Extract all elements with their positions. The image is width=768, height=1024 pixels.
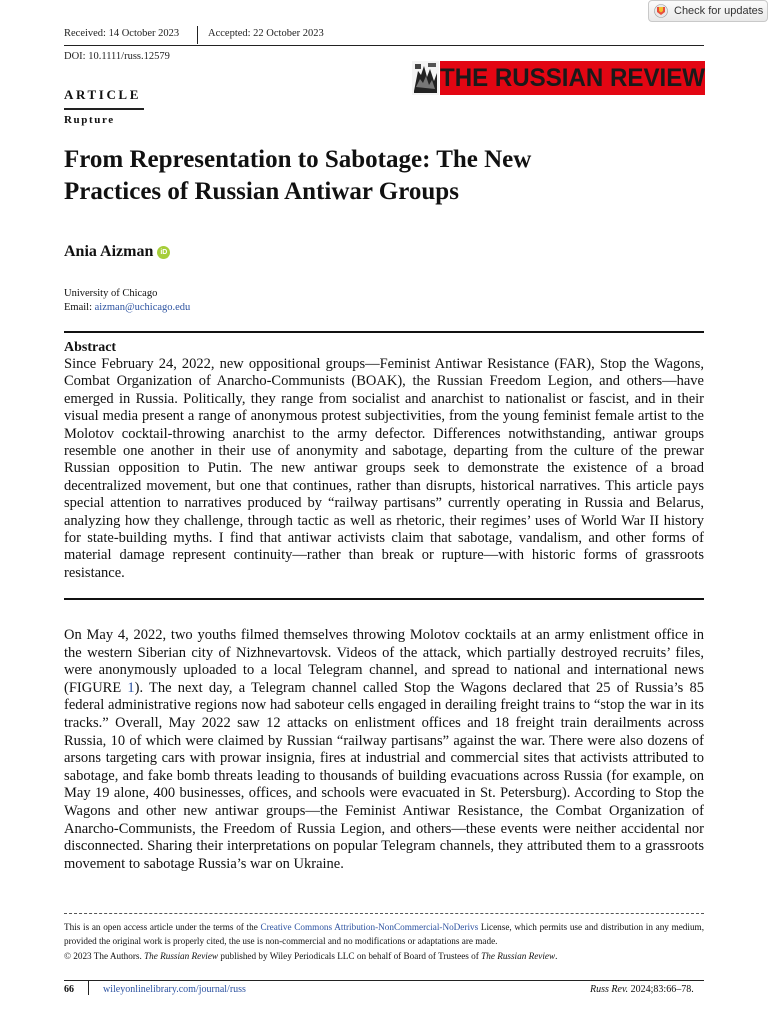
citation-journal: Russ Rev. (590, 984, 629, 995)
cc-license-link[interactable]: Creative Commons Attribution-NonCommercial-NoDerivs (260, 922, 479, 932)
abstract-top-rule (64, 331, 704, 333)
body-paragraph (64, 627, 704, 873)
abstract-bottom-rule (64, 598, 704, 600)
affiliation: University of Chicago (64, 288, 158, 299)
check-for-updates-button[interactable] (648, 0, 768, 22)
meta-separator (197, 26, 198, 44)
title-line-2: Practices of Russian Antiwar Groups (64, 178, 459, 205)
journal-logo-image (412, 61, 439, 95)
figure-1-link[interactable]: 1 (127, 679, 135, 696)
copyright-text-1: © 2023 The Authors. (64, 950, 145, 961)
header-rule (64, 45, 704, 46)
copyright-text-3: . (555, 950, 558, 961)
crossmark-icon (654, 4, 668, 18)
license-text-1: This is an open access article under the terms of the (64, 922, 261, 932)
copyright-text-2: published by Wiley Periodicals LLC on behalf of Board of Trustees of (218, 950, 482, 961)
license-separator (64, 913, 704, 914)
title-line-1: From Representation to Sabotage: The New (64, 146, 532, 173)
body-text-part-2: ). The next day, a Telegram channel called Stop the Wagons declared that 25 of Russia’s 85 federal administrative regions now had saboteur cells engaged in derailing freight trains to “stop the war in its tracks.” Overall, May 2022 saw 12 attacks on enlistment offices and 18 freight train derailments across Russia, 10 of which were claimed by Russian “railway partisans” against the war. There were also dozens of arsons targeting cars with prowar insignia, fires at industrial and commercial sites that activists attributed to sabotage, and fake bomb threats leading to thousands of building evacuations across Russia (for example, on May 19 alone, 400 businesses, offices, and schools were evacuated in St. Petersburg). According to Stop the Wagons and other new antiwar groups—the Feminist Antiwar Resistance, the Combat Organization of Anarcho-Communists, the Freedom of Russia Legion, and others—these events were neither accidental nor disconnected. Sharing their interpretations on popular Telegram channels, they attributed them to a grassroots movement to sabotage Russia’s war on Ukraine. (64, 679, 704, 872)
author-name[interactable]: Ania Aizman (64, 243, 154, 260)
body-text-part-1: On May 4, 2022, two youths filmed themselves throwing Molotov cocktails at an army enlistment office in the western Siberian city of Nizhnevartovsk. Videos of the attack, which partially destroyed recruits’ files, were anonymously uploaded to a local Telegram channel, and spread to national and international news (FIGURE (64, 627, 704, 696)
article-type-label: ARTICLE (64, 87, 141, 102)
article-type-rule (64, 108, 144, 110)
page-number: 66 (64, 984, 74, 995)
copyright-journal-2: The Russian Review (481, 950, 556, 961)
affiliation-block (64, 287, 190, 315)
citation-details: 2024;83:66–78. (628, 984, 694, 995)
abstract-heading: Abstract (64, 340, 117, 355)
author-block (64, 243, 170, 261)
journal-url-link[interactable]: wileyonlinelibrary.com/journal/russ (103, 984, 246, 995)
check-for-updates-label: Check for updates (674, 5, 764, 17)
email-link[interactable]: aizman@uchicago.edu (94, 302, 191, 313)
abstract-text: Since February 24, 2022, new oppositional groups—Feminist Antiwar Resistance (FAR), Stop the Wagons, Combat Organization of Anarcho-Communists (BOAK), the Russian Freedom Legion, and others—have emerged in Russia. Politically, they range from socialist and anarchist to nationalist or fascist, and in their visual media present a range of anonymous protest subjectivities, from the young feminist female artist to the Molotov cocktail-throwing anarchist to the army defector. Differences notwithstanding, antiwar groups resemble one another in their use of anonymity and sabotage, departing from the culture of the prewar Russian opposition to Putin. The new antiwar groups seek to demonstrate the existence of a broad decentralized movement, but one that continues, rather than disrupts, historical narratives. This article pays special attention to narratives produced by “railway partisans” currently operating in Russia and Belarus, analyzing how they challenge, through tactic as well as rhetoric, their regimes’ uses of World War II history for state-building myths. I find that antiwar activists claim that sabotage, vandalism, and other forms of material damage represent continuity—rather than break or rupture—with historic forms of grassroots resistance. (64, 356, 704, 581)
doi: DOI: 10.1111/russ.12579 (64, 51, 170, 62)
accepted-date: Accepted: 22 October 2023 (208, 28, 324, 39)
citation (590, 984, 694, 995)
email-label: Email: (64, 302, 95, 313)
orcid-icon[interactable]: iD (157, 246, 170, 259)
journal-banner: THE RUSSIAN REVIEW (440, 61, 705, 95)
received-date: Received: 14 October 2023 (64, 28, 180, 39)
email-line (64, 301, 190, 315)
copyright-journal-1: The Russian Review (144, 950, 219, 961)
footer-rule (64, 980, 704, 981)
license-text-2: License, which permits use and distribution in any medium, provided the original work is properly cited, the use is non-commercial and no modifications or adaptations are made. (64, 922, 704, 947)
section-label: Rupture (64, 114, 115, 126)
license-notice (64, 920, 704, 963)
footer-separator (88, 981, 89, 995)
article-title (64, 144, 684, 208)
